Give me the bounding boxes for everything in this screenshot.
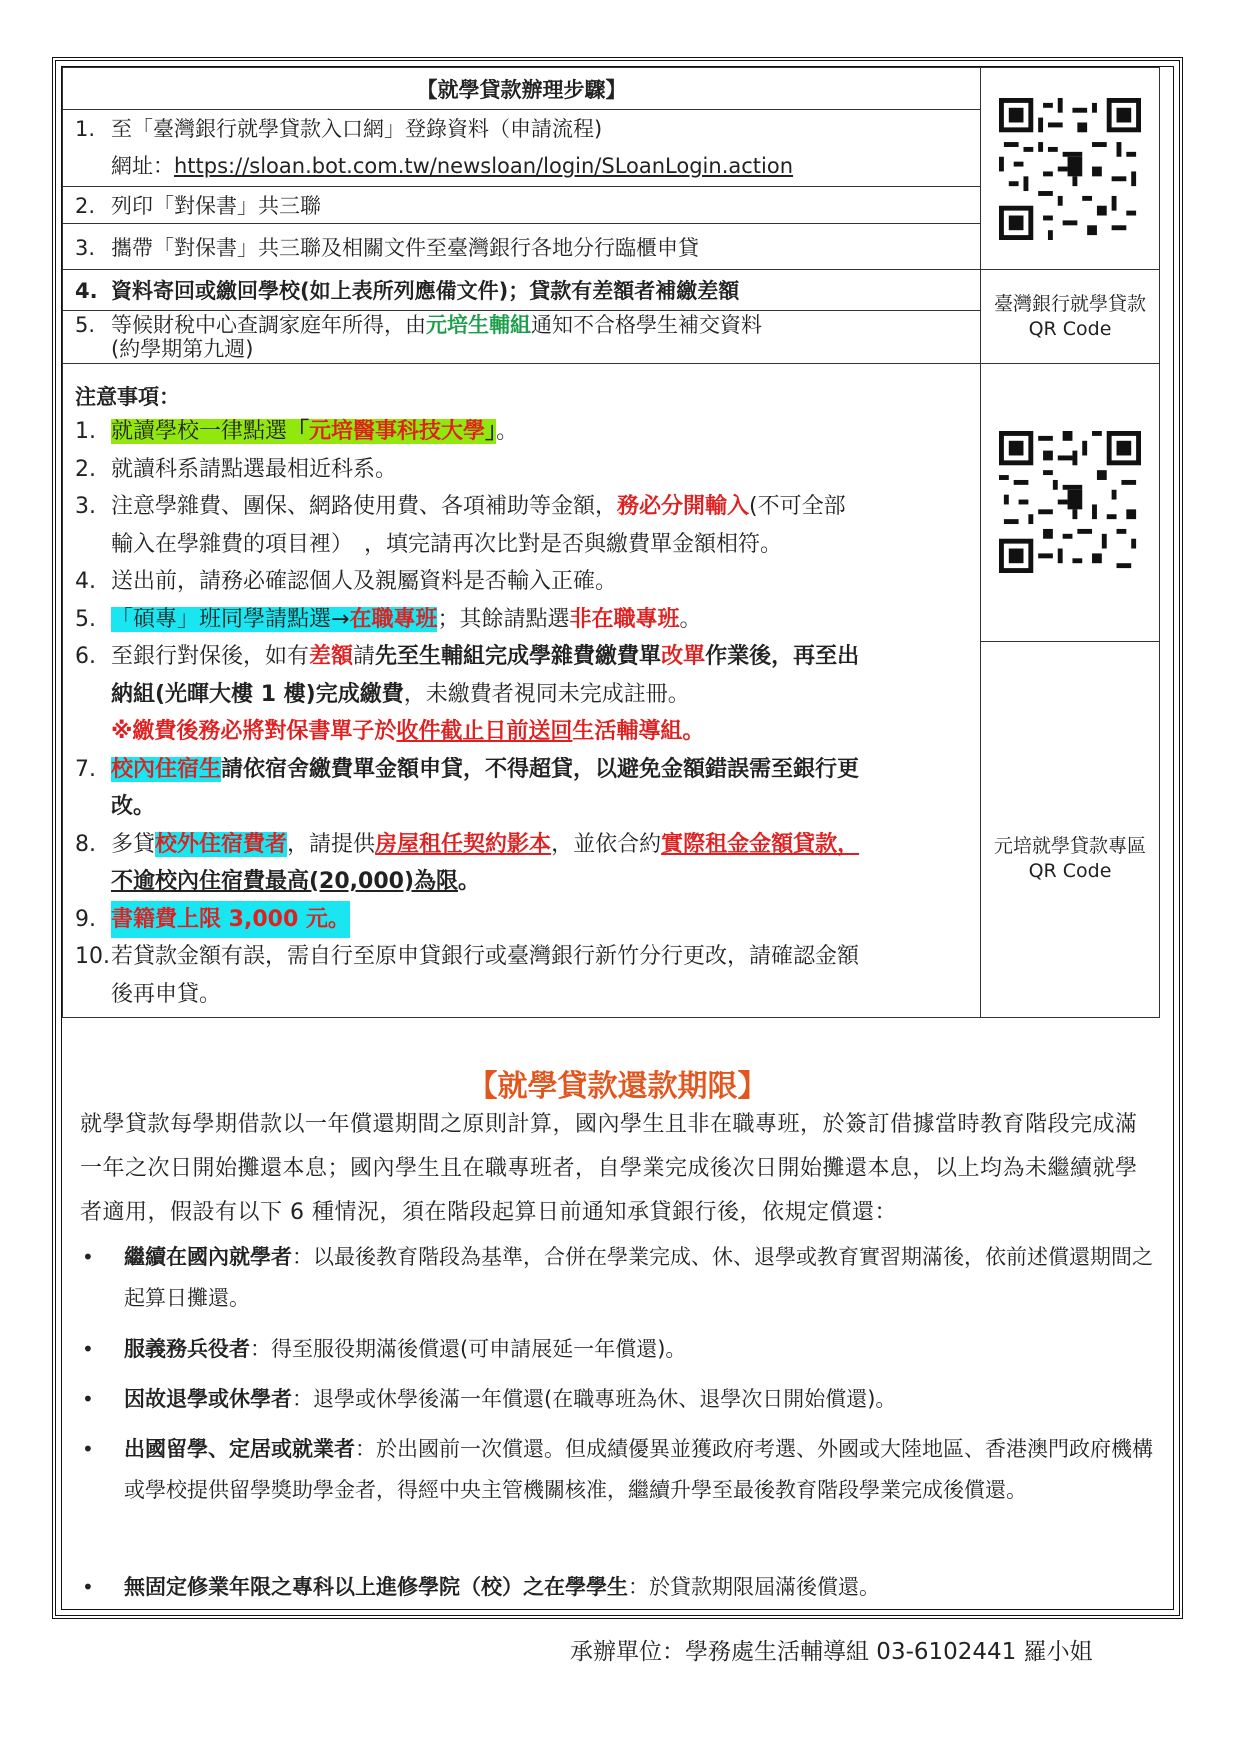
note-5 — [75, 601, 968, 639]
note-6-bold-g: 納組(光暉大樓 1 樓)完成繳費 — [111, 681, 404, 707]
note-5-text-c: ；其餘請點選 — [437, 606, 570, 632]
repay-item-4 — [82, 1429, 1159, 1511]
note-8-text-c: ，請提供 — [287, 831, 376, 857]
bullet-icon: • — [82, 1387, 94, 1411]
note-3-text-d: 輸入在學雜費的項目裡） ，填完請再次比對是否與繳費單金額相符。 — [111, 531, 783, 557]
qr1-caption-1: 臺灣銀行就學貸款 — [993, 292, 1146, 315]
repay-item-2 — [82, 1329, 1159, 1370]
qr2-caption-2: QR Code — [1028, 860, 1112, 883]
note-9-highlight: 書籍費上限 3,000 元。 — [111, 901, 350, 939]
note-1-bracket-close: 」 — [485, 419, 497, 444]
note-9-num: 9. — [75, 906, 96, 932]
note-7-highlight: 校內住宿生 — [111, 756, 222, 782]
repay-item-5-text: ：於貸款期限屆滿後償還。 — [628, 1575, 880, 1599]
repay-item-3 — [82, 1379, 1159, 1420]
qr2-cell — [981, 364, 1160, 642]
document-inner — [61, 66, 1174, 1610]
note-8-highlight: 校外住宿費者 — [155, 831, 288, 857]
step-5-text-a: 等候財稅中心查調家庭年所得，由 — [111, 313, 426, 337]
step-5-text-c: (約學期第九週) — [111, 337, 254, 361]
notes-title: 注意事項： — [75, 385, 180, 409]
note-10-text-b: 後再申貸。 — [111, 981, 222, 1007]
footer-contact: 承辦單位：學務處生活輔導組 03-6102441 羅小姐 — [570, 1639, 1093, 1665]
qr-code-icon — [999, 431, 1141, 573]
note-3-red: 務必分開輸入 — [617, 494, 750, 519]
note-8-red-d: 房屋租任契約影本 — [375, 831, 552, 857]
bullet-icon: • — [82, 1337, 94, 1361]
note-5-red-b: 在職專班 — [349, 606, 438, 632]
repay-item-2-bold: 服義務兵役者 — [124, 1337, 250, 1361]
note-6-num: 6. — [75, 644, 96, 669]
note-9 — [75, 901, 968, 939]
qr1-caption-cell — [981, 270, 1160, 364]
note-1-bracket-open: 「 — [287, 419, 310, 444]
step-1-text: 至「臺灣銀行就學貸款入口網」登錄資料（申請流程) — [111, 117, 603, 141]
note-1-end: 。 — [496, 419, 519, 444]
step-4 — [63, 270, 981, 311]
note-6-warn-c: 生活輔導組。 — [572, 719, 705, 744]
repay-title: 【就學貸款還款期限】 — [467, 1069, 768, 1104]
note-10-num: 10. — [75, 944, 110, 969]
step-5-text-b: 通知不合格學生補交資料 — [531, 313, 762, 337]
note-7-cont — [75, 788, 968, 826]
note-2 — [75, 451, 968, 489]
note-6-red-b: 差額 — [309, 644, 354, 669]
document-frame — [52, 57, 1183, 1619]
note-6-text-a: 至銀行對保後，如有 — [111, 644, 310, 669]
note-6-cont — [75, 676, 968, 714]
note-5-red-d: 非在職專班 — [569, 606, 680, 632]
note-6-red-e: 改單 — [661, 644, 706, 669]
qr-code-icon — [999, 98, 1141, 240]
note-5-num: 5. — [75, 606, 96, 632]
note-2-num: 2. — [75, 456, 96, 482]
note-10-text-a: 若貸款金額有誤，需自行至原申貸銀行或臺灣銀行新竹分行更改，請確認金額 — [111, 944, 860, 969]
note-2-text: 就讀科系請點選最相近科系。 — [111, 456, 398, 482]
step-4-text: 資料寄回或繳回學校(如上表所列應備文件)；貸款有差額者補繳差額 — [111, 279, 740, 303]
note-3 — [75, 488, 968, 526]
step-5-num: 5. — [75, 313, 96, 337]
step-4-num: 4. — [75, 279, 98, 303]
bullet-icon: • — [82, 1245, 94, 1269]
note-6-bold-d: 先至生輔組完成學雜費繳費單 — [375, 644, 662, 669]
note-6-bold-f: 作業後，再至出 — [705, 644, 860, 669]
qr1-caption-2: QR Code — [1028, 317, 1112, 340]
note-8-end: 。 — [458, 869, 481, 894]
notes-cell — [63, 364, 981, 1018]
repay-item-5 — [82, 1567, 1159, 1608]
step-3-text: 攜帶「對保書」共三聯及相關文件至臺灣銀行各地分行臨櫃申貸 — [111, 235, 699, 260]
note-5-text-a: 「碩專」班同學請點選→ — [111, 606, 350, 632]
step-1-num: 1. — [75, 117, 96, 141]
step-5-green: 元培生輔組 — [426, 313, 531, 337]
step-2-num: 2. — [75, 194, 96, 218]
note-3-text-c: (不可全部 — [749, 494, 846, 519]
note-5-highlight — [111, 607, 437, 632]
note-7 — [75, 751, 968, 789]
step-2 — [63, 187, 981, 224]
note-7-text-c: 改。 — [111, 794, 156, 819]
repay-item-3-text: ：退學或休學後滿一年償還(在職專班為休、退學次日開始償還)。 — [292, 1387, 897, 1411]
note-7-bold: 請依宿舍繳費單金額申貸，不得超貸，以避免金額錯誤需至銀行更 — [221, 756, 860, 782]
note-8-num: 8. — [75, 831, 96, 857]
note-1-num: 1. — [75, 419, 96, 444]
note-3-num: 3. — [75, 494, 96, 519]
note-6-warn-b: 收件截止日前送回 — [396, 719, 573, 744]
repay-item-2-text: ：得至服役期滿後償還(可申請展延一年償還)。 — [250, 1337, 687, 1361]
qr1-cell — [981, 68, 1160, 270]
note-6-warning — [75, 713, 968, 751]
repay-paragraph: 就學貸款每學期借款以一年償還期間之原則計算，國內學生且非在職專班，於簽訂借據當時教育階段完成滿一年之次日開始攤還本息；國內學生且在職專班者，自學業完成後次日開始攤還本息，以上均為未繼續就學者適用，假設有以下 6 種情況，須在階段起算日前通知承貸銀行後，依規定償還： — [80, 1112, 1138, 1225]
bullet-icon: • — [82, 1437, 94, 1461]
note-1-text-a: 就讀學校一律點選 — [111, 419, 288, 444]
note-1-highlight — [111, 419, 496, 444]
note-4-num: 4. — [75, 569, 96, 594]
note-10-cont — [75, 976, 968, 1014]
note-8-cont — [75, 863, 968, 901]
note-4-text: 送出前，請務必確認個人及親屬資料是否輸入正確。 — [111, 569, 618, 594]
note-10 — [75, 938, 968, 976]
repay-item-5-bold: 無固定修業年限之專科以上進修學院（校）之在學學生 — [124, 1575, 628, 1599]
note-6-warn-a: ※繳費後務必將對保書單子於 — [111, 719, 397, 744]
step-3 — [63, 224, 981, 270]
step-1-url-link[interactable]: https://sloan.bot.com.tw/newsloan/login/SLoanLogin.action — [174, 154, 794, 178]
note-6-text-h: ，未繳費者視同未完成註冊。 — [403, 681, 690, 707]
step-3-num: 3. — [75, 235, 96, 260]
bullet-icon: • — [82, 1575, 94, 1599]
step-2-text: 列印「對保書」共三聯 — [111, 194, 321, 218]
step-1 — [63, 110, 981, 187]
note-7-num: 7. — [75, 756, 96, 782]
note-6 — [75, 638, 968, 676]
note-1 — [75, 413, 968, 451]
step-1-url-label: 網址： — [111, 154, 174, 178]
note-8-text-e: ，並依合約 — [551, 831, 662, 857]
note-5-end: 。 — [679, 606, 702, 632]
note-8-text-a: 多貸 — [111, 831, 156, 857]
repay-item-1-bold: 繼續在國內就學者 — [124, 1245, 292, 1269]
note-3-cont — [75, 526, 968, 564]
steps-title: 【就學貸款辦理步驟】 — [63, 68, 981, 110]
note-8 — [75, 826, 968, 864]
qr2-caption-cell — [981, 641, 1160, 1017]
note-3-text-a: 注意學雜費、團保、網路使用費、各項補助等金額， — [111, 494, 618, 519]
note-8-red-f: 實際租金金額貸款， — [661, 831, 860, 857]
repay-item-4-bold: 出國留學、定居或就業者 — [124, 1437, 355, 1461]
qr2-caption-1: 元培就學貸款專區 — [993, 835, 1146, 858]
note-8-bold-g: 不逾校內住宿費最高(20,000)為限 — [111, 869, 459, 894]
step-5 — [63, 311, 981, 364]
repay-item-3-bold: 因故退學或休學者 — [124, 1387, 292, 1411]
repay-item-1 — [82, 1237, 1159, 1319]
note-1-school: 元培醫事科技大學 — [309, 419, 486, 444]
steps-table — [62, 67, 1160, 1018]
repay-item-1-text: ：以最後教育階段為基準，合併在學業完成、休、退學或教育實習期滿後，依前述償還期間之起算日攤還。 — [124, 1245, 1153, 1310]
note-6-text-c: 請 — [353, 644, 376, 669]
note-4 — [75, 563, 968, 601]
repay-item-4-text: ：於出國前一次償還。但成績優異並獲政府考選、外國或大陸地區、香港澳門政府機構或學校提供留學獎助學金者，得經中央主管機關核准，繼續升學至最後教育階段學業完成後償還。 — [124, 1437, 1153, 1502]
